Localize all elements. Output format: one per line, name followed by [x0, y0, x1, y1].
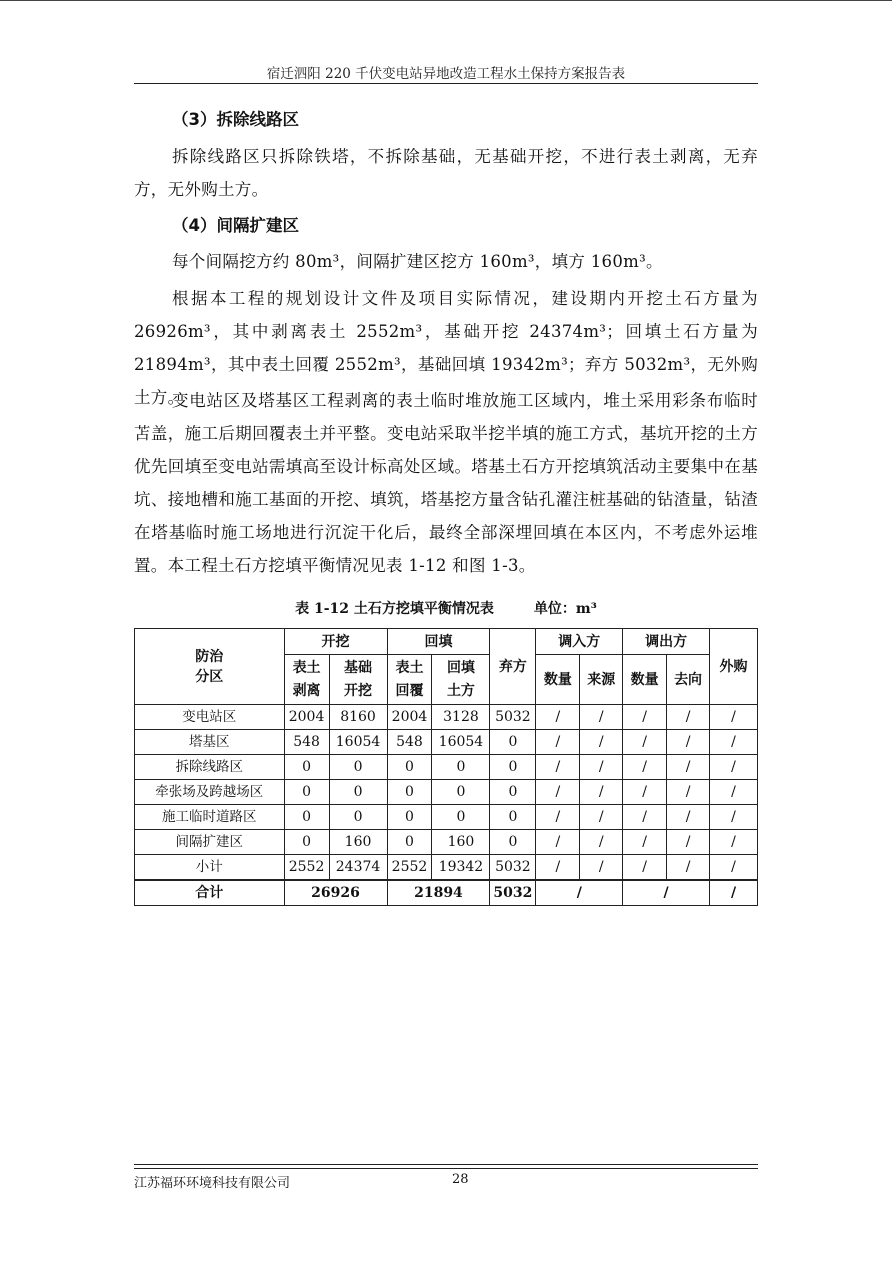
- table-cell: /: [580, 805, 623, 830]
- table-cell: 0: [387, 755, 432, 780]
- table-cell: 0: [432, 755, 490, 780]
- header-excavation: 开挖: [284, 629, 387, 655]
- total-import: /: [536, 880, 623, 906]
- footer-rule: [134, 1164, 758, 1165]
- footer-company: 江苏福环环境科技有限公司: [134, 1176, 291, 1191]
- table-row: [135, 705, 758, 730]
- total-purchase: /: [710, 880, 758, 906]
- row-zone-name: 牵张场及跨越场区: [135, 780, 285, 805]
- row-zone-name: 拆除线路区: [135, 755, 285, 780]
- table-cell: /: [623, 730, 667, 755]
- table-cell: /: [667, 830, 710, 855]
- table-cell: /: [536, 780, 580, 805]
- table-cell: /: [623, 705, 667, 730]
- header-waste: 弃方: [490, 629, 536, 705]
- header-qty-in: 数量: [536, 655, 580, 705]
- page-top-border: [0, 0, 892, 1]
- table-cell: 0: [387, 830, 432, 855]
- table-cell: 0: [490, 830, 536, 855]
- table-cell: /: [710, 855, 758, 881]
- row-zone-name: 变电站区: [135, 705, 285, 730]
- table-cell: 8160: [329, 705, 387, 730]
- table-cell: 0: [284, 805, 329, 830]
- table-cell: 0: [490, 805, 536, 830]
- table-cell: /: [580, 755, 623, 780]
- table-cell: /: [623, 780, 667, 805]
- table-cell: 19342: [432, 855, 490, 881]
- header-destination: 去向: [667, 655, 710, 705]
- table-cell: 160: [432, 830, 490, 855]
- total-export: /: [623, 880, 710, 906]
- table-cell: /: [623, 855, 667, 881]
- page-number: 28: [452, 1172, 469, 1187]
- table-cell: 0: [284, 755, 329, 780]
- table-row: [135, 830, 758, 855]
- table-cell: /: [710, 805, 758, 830]
- table-cell: /: [536, 830, 580, 855]
- earthwork-balance-table: [134, 628, 758, 906]
- table-cell: 5032: [490, 705, 536, 730]
- table-cell: 160: [329, 830, 387, 855]
- header-purchase: 外购: [710, 629, 758, 705]
- table-cell: /: [623, 805, 667, 830]
- table-cell: 16054: [329, 730, 387, 755]
- table-cell: 0: [284, 780, 329, 805]
- header-qty-out: 数量: [623, 655, 667, 705]
- table-cell: /: [710, 780, 758, 805]
- table-cell: 0: [329, 755, 387, 780]
- table-cell: 548: [284, 730, 329, 755]
- table-row: [135, 755, 758, 780]
- header-import: 调入方: [536, 629, 623, 655]
- table-row: [135, 780, 758, 805]
- header-source: 来源: [580, 655, 623, 705]
- section-4-heading: （4）间隔扩建区: [172, 216, 299, 235]
- table-cell: 2552: [387, 855, 432, 881]
- table-cell: 0: [329, 805, 387, 830]
- table-cell: /: [710, 730, 758, 755]
- table-cell: 0: [490, 780, 536, 805]
- table-cell: 0: [490, 755, 536, 780]
- table-cell: /: [536, 855, 580, 881]
- header-fill: 回填: [387, 629, 490, 655]
- table-cell: 5032: [490, 855, 536, 881]
- table-cell: 0: [490, 730, 536, 755]
- table-cell: /: [667, 855, 710, 881]
- table-row: [135, 855, 758, 881]
- total-waste: 5032: [490, 880, 536, 906]
- table-cell: /: [536, 730, 580, 755]
- total-excavation: 26926: [284, 880, 387, 906]
- table-cell: /: [667, 705, 710, 730]
- table-cell: /: [580, 780, 623, 805]
- table-cell: 0: [387, 805, 432, 830]
- header-zone: 防治 分区: [135, 629, 285, 705]
- table-cell: /: [667, 730, 710, 755]
- header-foundation-dig: 基础 开挖: [329, 655, 387, 705]
- table-cell: /: [536, 805, 580, 830]
- table-cell: /: [710, 705, 758, 730]
- table-cell: /: [667, 805, 710, 830]
- table-cell: 0: [284, 830, 329, 855]
- section-4-body: 每个间隔挖方约 80m³，间隔扩建区挖方 160m³，填方 160m³。: [172, 252, 663, 271]
- section-3-body: 拆除线路区只拆除铁塔，不拆除基础，无基础开挖，不进行表土剥离，无弃方，无外购土方。: [134, 147, 758, 199]
- table-cell: /: [623, 755, 667, 780]
- header-rule: [134, 83, 758, 84]
- total-fill: 21894: [387, 880, 490, 906]
- table-caption-unit: 单位：m³: [533, 601, 597, 617]
- table-cell: /: [536, 755, 580, 780]
- table-cell: 0: [432, 780, 490, 805]
- total-label: 合计: [135, 880, 285, 906]
- header-backfill-earth: 回填 土方: [432, 655, 490, 705]
- detail-paragraph: 变电站区及塔基区工程剥离的表土临时堆放施工区域内，堆土采用彩条布临时苫盖，施工后期回覆表土并平整。变电站采取半挖半填的施工方式，基坑开挖的土方优先回填至变电站需填高至设计标高处区域。塔基土石方开挖填筑活动主要集中在基坑、接地槽和施工基面的开挖、填筑，塔基挖方量含钻孔灌注桩基础的钻渣量，钻渣在塔基临时施工场地进行沉淀干化后，最终全部深埋回填在本区内，不考虑外运堆置。本工程土石方挖填平衡情况见表 1-12 和图 1-3。: [134, 391, 758, 575]
- table-cell: 0: [387, 780, 432, 805]
- row-zone-name: 施工临时道路区: [135, 805, 285, 830]
- table-cell: /: [623, 830, 667, 855]
- table-cell: 0: [329, 780, 387, 805]
- table-cell: /: [536, 705, 580, 730]
- table-cell: 548: [387, 730, 432, 755]
- summary-paragraph: 根据本工程的规划设计文件及项目实际情况，建设期内开挖土石方量为 26926m³，其中剥离表土 2552m³，基础开挖 24374m³；回填土石方量为 21894m³，其中表土回覆 2552m³，基础回填 19342m³；弃方 5032m³，无外购土方。: [134, 289, 758, 407]
- table-caption-title: 表 1-12 土石方挖填平衡情况表: [295, 601, 494, 617]
- table-cell: 24374: [329, 855, 387, 881]
- table-caption: [134, 598, 758, 618]
- header-topsoil-strip: 表土 剥离: [284, 655, 329, 705]
- table-cell: /: [580, 730, 623, 755]
- table-cell: /: [667, 755, 710, 780]
- section-3-heading: （3）拆除线路区: [172, 110, 299, 129]
- footer-rule-secondary: [134, 1168, 758, 1169]
- table-cell: 16054: [432, 730, 490, 755]
- table-cell: /: [710, 830, 758, 855]
- header-export: 调出方: [623, 629, 710, 655]
- table-cell: /: [667, 780, 710, 805]
- table-cell: /: [580, 855, 623, 881]
- table-cell: 3128: [432, 705, 490, 730]
- table-cell: /: [710, 755, 758, 780]
- table-row: [135, 805, 758, 830]
- row-zone-name: 间隔扩建区: [135, 830, 285, 855]
- table-cell: 2004: [284, 705, 329, 730]
- table-cell: /: [580, 830, 623, 855]
- table-cell: 2004: [387, 705, 432, 730]
- table-row: [135, 730, 758, 755]
- table-cell: 0: [432, 805, 490, 830]
- row-zone-name: 小计: [135, 855, 285, 881]
- page-header-title: 宿迁泗阳 220 千伏变电站异地改造工程水土保持方案报告表: [266, 66, 626, 82]
- table-cell: /: [580, 705, 623, 730]
- table-cell: 2552: [284, 855, 329, 881]
- header-topsoil-cover: 表土 回覆: [387, 655, 432, 705]
- row-zone-name: 塔基区: [135, 730, 285, 755]
